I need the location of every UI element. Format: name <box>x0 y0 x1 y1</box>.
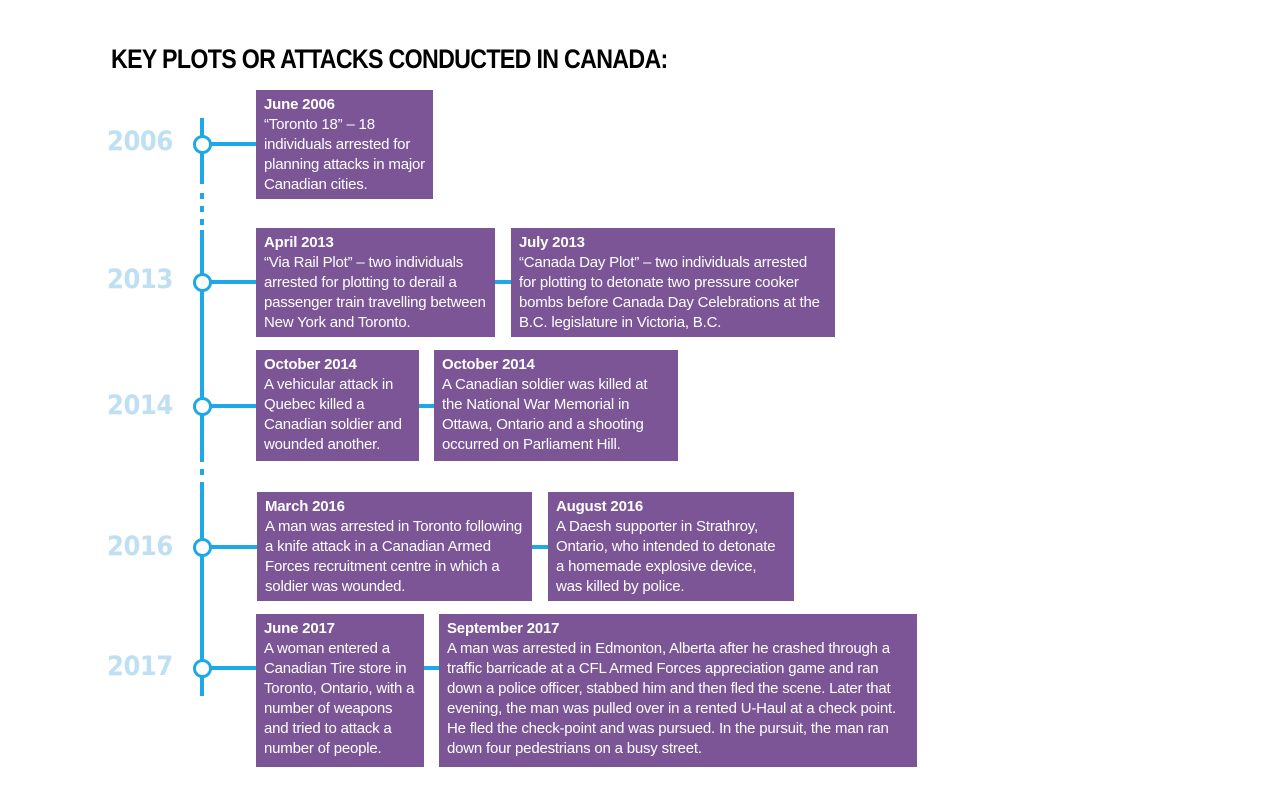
event-text: “Toronto 18” – 18 individuals arrested for planning attacks in major Canadian cities. <box>264 116 425 193</box>
timeline-node <box>193 397 212 416</box>
event-text: “Via Rail Plot” – two individuals arrested for plotting to derail a passenger train travelling between New York and Toronto. <box>264 254 486 331</box>
year-label: 2016 <box>107 531 173 562</box>
event-date: April 2013 <box>264 234 334 251</box>
event-box <box>256 614 424 767</box>
timeline-spine-segment <box>200 230 204 462</box>
timeline-dash <box>200 219 204 225</box>
event-date: June 2006 <box>264 96 335 113</box>
year-label: 2014 <box>107 390 173 421</box>
event-box <box>548 492 794 601</box>
event-date: March 2016 <box>265 498 345 515</box>
event-text: A woman entered a Canadian Tire store in Toronto, Ontario, with a number of weapons and tried to attack a number of people. <box>264 640 415 757</box>
connector <box>494 280 511 284</box>
event-box <box>439 614 917 767</box>
event-date: June 2017 <box>264 620 335 637</box>
event-box <box>434 350 678 461</box>
timeline-dash <box>200 193 204 199</box>
event-box <box>256 228 495 337</box>
year-label: 2013 <box>107 264 173 295</box>
event-box <box>511 228 835 337</box>
event-text: A man was arrested in Toronto following a knife attack in a Canadian Armed Forces recruitment centre in which a soldier was wounded. <box>265 518 523 595</box>
connector <box>418 404 434 408</box>
page-title: KEY PLOTS OR ATTACKS CONDUCTED IN CANADA: <box>111 44 668 74</box>
timeline-node <box>193 135 212 154</box>
connector <box>424 666 439 670</box>
event-text: A Canadian soldier was killed at the National War Memorial in Ottawa, Ontario and a shooting occurred on Parliament Hill. <box>442 376 648 453</box>
year-label: 2017 <box>107 651 173 682</box>
event-date: October 2014 <box>264 356 357 373</box>
timeline-node <box>193 273 212 292</box>
event-date: October 2014 <box>442 356 535 373</box>
event-text: A man was arrested in Edmonton, Alberta after he crashed through a traffic barricade at a CFL Armed Forces appreciation game and ran down a police officer, stabbed him and then fled the scene. Later that evening, the man was pulled over in a rented U-Haul at a check point. He fled the check-point and was pursued. In the pursuit, the man ran down four pedestrians on a busy street. <box>447 640 896 757</box>
timeline-dash <box>200 469 204 475</box>
event-date: September 2017 <box>447 620 560 637</box>
year-label: 2006 <box>107 126 173 157</box>
timeline-dash <box>200 206 204 212</box>
event-box <box>256 350 419 461</box>
event-box <box>257 492 532 601</box>
event-date: August 2016 <box>556 498 643 515</box>
event-date: July 2013 <box>519 234 585 251</box>
timeline-node <box>193 659 212 678</box>
event-text: A Daesh supporter in Strathroy, Ontario, who intended to detonate a homemade explosive device, was killed by police. <box>556 518 776 595</box>
connector <box>532 545 548 549</box>
timeline-node <box>193 538 212 557</box>
event-box <box>256 90 433 199</box>
event-text: “Canada Day Plot” – two individuals arrested for plotting to detonate two pressure cooker bombs before Canada Day Celebrations at the B.C. legislature in Victoria, B.C. <box>519 254 820 331</box>
event-text: A vehicular attack in Quebec killed a Canadian soldier and wounded another. <box>264 376 402 453</box>
